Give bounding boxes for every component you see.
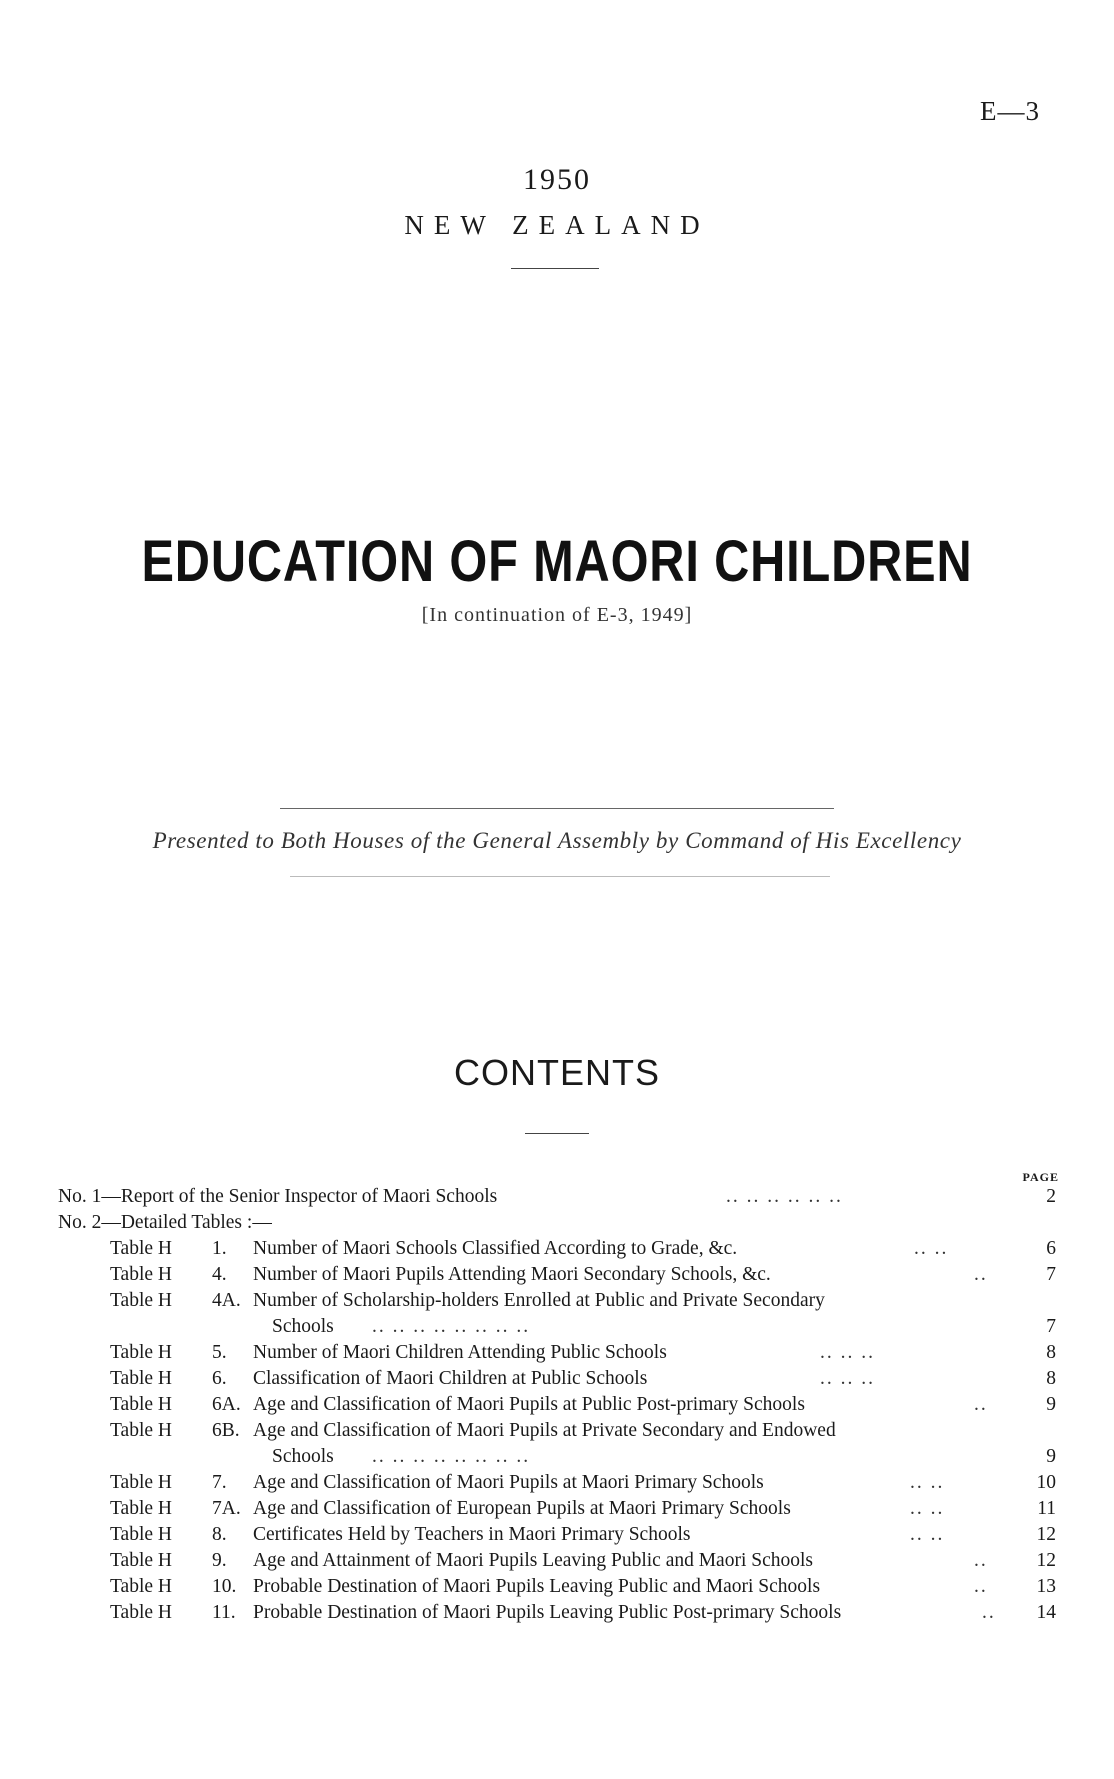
document-code: E—3 xyxy=(980,96,1040,126)
toc-page-number: 12 xyxy=(1036,1550,1056,1571)
toc-page-number: 7 xyxy=(1046,1316,1056,1337)
toc-leader-dots: .. .. .. xyxy=(820,1368,875,1389)
toc-table-title: Probable Destination of Maori Pupils Leaving Public and Maori Schools xyxy=(253,1576,821,1597)
main-title: EDUCATION OF MAORI CHILDREN xyxy=(141,529,973,594)
toc-table-number: 7A. xyxy=(212,1498,241,1519)
toc-table-prefix: Table H xyxy=(110,1498,172,1519)
toc-page-number: 9 xyxy=(1046,1394,1056,1415)
toc-table-prefix: Table H xyxy=(110,1472,172,1493)
divider-rule xyxy=(511,268,599,269)
toc-table-number: 10. xyxy=(212,1576,237,1597)
toc-table-number: 9. xyxy=(212,1550,227,1571)
toc-table-number: 11. xyxy=(212,1602,236,1623)
toc-table-row-continuation xyxy=(110,1314,1056,1340)
toc-table-row xyxy=(110,1418,1056,1444)
toc-table-prefix: Table H xyxy=(110,1264,172,1285)
toc-section-label: No. 1—Report of the Senior Inspector of Maori Schools xyxy=(58,1186,498,1207)
toc-table-title: Number of Maori Children Attending Public Schools xyxy=(253,1342,667,1363)
contents-divider-rule xyxy=(525,1133,589,1134)
toc-leader-dots: .. .. .. .. .. .. .. .. xyxy=(372,1316,531,1337)
toc-section-label: No. 2—Detailed Tables :— xyxy=(58,1212,272,1233)
toc-leader-dots: .. .. xyxy=(910,1472,945,1493)
toc-table-number: 8. xyxy=(212,1524,227,1545)
toc-table-prefix: Table H xyxy=(110,1420,172,1441)
toc-table-row-continuation xyxy=(110,1444,1056,1470)
toc-page-number: 6 xyxy=(1046,1238,1056,1259)
toc-page-number: 11 xyxy=(1037,1498,1056,1519)
toc-table-prefix: Table H xyxy=(110,1342,172,1363)
toc-table-title: Age and Classification of Maori Pupils at Public Post-primary Schools xyxy=(253,1394,805,1415)
toc-table-row xyxy=(110,1340,1056,1366)
toc-section-tables xyxy=(58,1210,1056,1236)
toc-table-row xyxy=(110,1600,1056,1626)
toc-table-row xyxy=(110,1288,1056,1314)
contents-heading: CONTENTS xyxy=(454,1052,660,1093)
toc-leader-dots: .. .. xyxy=(910,1498,945,1519)
toc-table-title: Age and Classification of Maori Pupils at Private Secondary and Endowed xyxy=(253,1420,836,1441)
toc-table-title: Number of Maori Schools Classified According to Grade, &c. xyxy=(253,1238,738,1259)
toc-table-row xyxy=(110,1236,1056,1262)
toc-table-prefix: Table H xyxy=(110,1238,172,1259)
toc-page-number: 12 xyxy=(1036,1524,1056,1545)
toc-table-row xyxy=(110,1262,1056,1288)
toc-table-row xyxy=(110,1470,1056,1496)
toc-table-prefix: Table H xyxy=(110,1550,172,1571)
toc-leader-dots: .. .. .. .. .. .. .. .. xyxy=(372,1446,531,1467)
toc-table-prefix: Table H xyxy=(110,1290,172,1311)
toc-leader-dots: .. xyxy=(974,1550,988,1571)
toc-page-number: 13 xyxy=(1036,1576,1056,1597)
toc-table-title: Number of Scholarship-holders Enrolled at Public and Private Secondary xyxy=(253,1290,825,1311)
presented-rule-bottom xyxy=(290,876,830,877)
page-column-label: PAGE xyxy=(1022,1170,1059,1184)
toc-page-number: 2 xyxy=(1046,1186,1056,1207)
toc-table-title: Age and Classification of European Pupils at Maori Primary Schools xyxy=(253,1498,791,1519)
toc-page-number: 14 xyxy=(1036,1602,1056,1623)
toc-page-number: 9 xyxy=(1046,1446,1056,1467)
toc-leader-dots: .. .. xyxy=(910,1524,945,1545)
toc-table-title: Probable Destination of Maori Pupils Leaving Public Post-primary Schools xyxy=(253,1602,842,1623)
toc-table-row xyxy=(110,1548,1056,1574)
toc-table-row xyxy=(110,1574,1056,1600)
country-heading: NEW ZEALAND xyxy=(404,210,710,240)
toc-table-number: 7. xyxy=(212,1472,227,1493)
toc-page-number: 8 xyxy=(1046,1342,1056,1363)
toc-table-prefix: Table H xyxy=(110,1524,172,1545)
toc-table-title: Age and Classification of Maori Pupils at Maori Primary Schools xyxy=(253,1472,764,1493)
toc-leader-dots: .. xyxy=(974,1264,988,1285)
publication-year: 1950 xyxy=(523,163,591,196)
toc-table-title-continuation: Schools xyxy=(272,1316,334,1337)
toc-leader-dots: .. .. .. .. .. .. xyxy=(726,1186,843,1207)
toc-leader-dots: .. xyxy=(974,1394,988,1415)
toc-page-number: 10 xyxy=(1036,1472,1056,1493)
toc-table-title: Classification of Maori Children at Public Schools xyxy=(253,1368,648,1389)
toc-table-prefix: Table H xyxy=(110,1576,172,1597)
presented-rule-top xyxy=(280,808,834,809)
toc-table-title: Certificates Held by Teachers in Maori Primary Schools xyxy=(253,1524,691,1545)
toc-page-number: 8 xyxy=(1046,1368,1056,1389)
toc-table-number: 4. xyxy=(212,1264,227,1285)
toc-table-prefix: Table H xyxy=(110,1394,172,1415)
toc-table-number: 6B. xyxy=(212,1420,240,1441)
toc-table-number: 1. xyxy=(212,1238,227,1259)
toc-table-row xyxy=(110,1366,1056,1392)
toc-leader-dots: .. xyxy=(982,1602,996,1623)
toc-table-row xyxy=(110,1392,1056,1418)
toc-page-number: 7 xyxy=(1046,1264,1056,1285)
toc-table-title: Age and Attainment of Maori Pupils Leaving Public and Maori Schools xyxy=(253,1550,814,1571)
toc-table-number: 5. xyxy=(212,1342,227,1363)
toc-leader-dots: .. .. .. xyxy=(820,1342,875,1363)
toc-table-row xyxy=(110,1496,1056,1522)
toc-leader-dots: .. xyxy=(974,1576,988,1597)
toc-table-prefix: Table H xyxy=(110,1368,172,1389)
toc-table-title: Number of Maori Pupils Attending Maori Secondary Schools, &c. xyxy=(253,1264,771,1285)
toc-leader-dots: .. .. xyxy=(914,1238,949,1259)
toc-table-prefix: Table H xyxy=(110,1602,172,1623)
toc-table-title-continuation: Schools xyxy=(272,1446,334,1467)
toc-table-number: 6A. xyxy=(212,1394,241,1415)
toc-table-number: 4A. xyxy=(212,1290,241,1311)
toc-table-row xyxy=(110,1522,1056,1548)
presented-statement: Presented to Both Houses of the General Assembly by Command of His Excellency xyxy=(152,828,962,853)
toc-section-report xyxy=(58,1184,1056,1210)
title-subtitle: [In continuation of E-3, 1949] xyxy=(421,604,693,626)
toc-table-number: 6. xyxy=(212,1368,227,1389)
